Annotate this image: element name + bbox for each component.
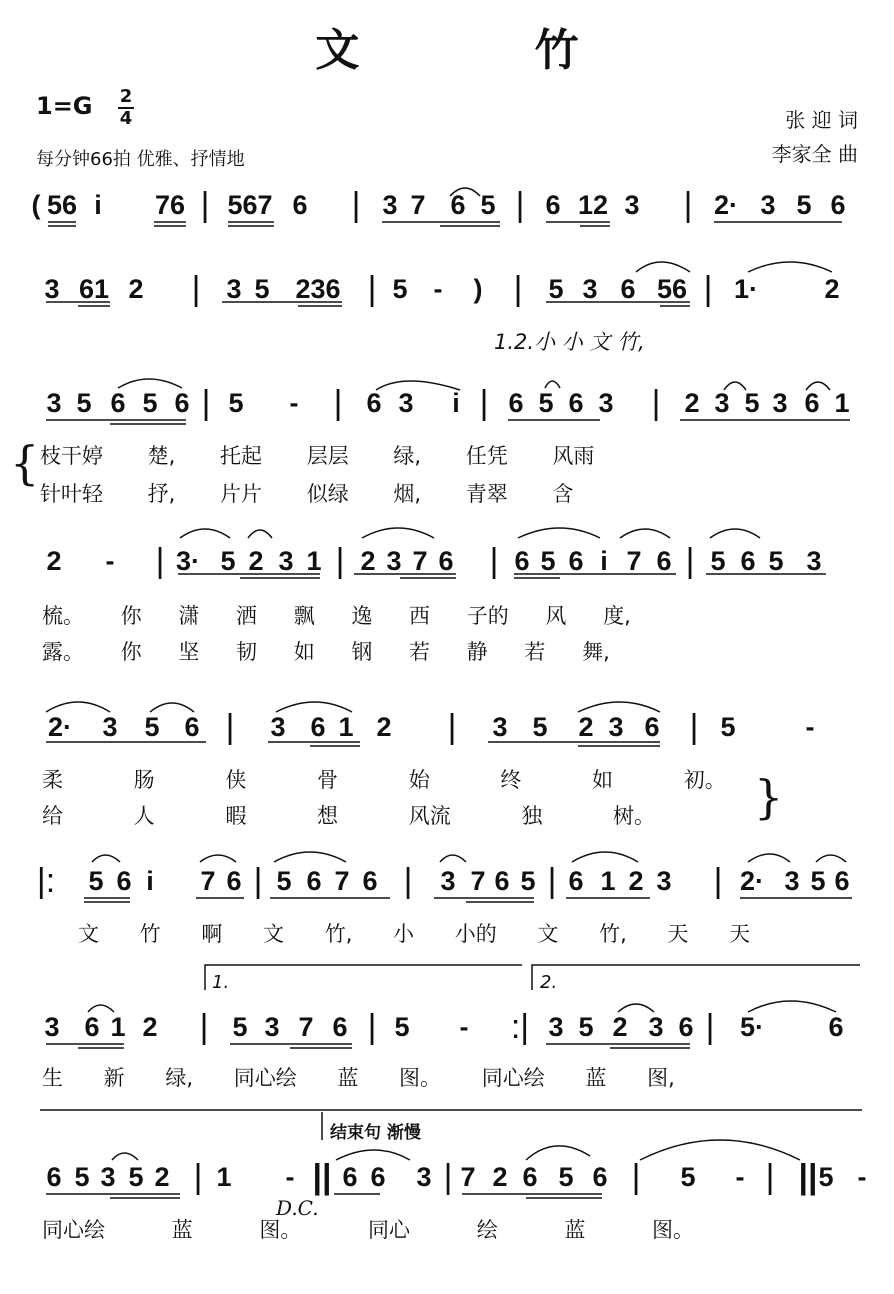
note: 6 — [678, 1012, 694, 1042]
note: 6 — [656, 546, 672, 576]
note: 7 — [412, 546, 428, 576]
note: i — [452, 388, 460, 418]
note: 6 — [370, 1162, 386, 1192]
note: 2 — [154, 1162, 170, 1192]
note: 3 — [714, 388, 730, 418]
note: 5 — [744, 388, 760, 418]
note: 5 — [76, 388, 92, 418]
note: 6 — [568, 546, 584, 576]
barline: | — [335, 542, 345, 580]
note: 2· — [47, 712, 73, 742]
barline: | — [705, 1008, 715, 1046]
note: 5 — [558, 1162, 574, 1192]
verse-brace-right: } — [754, 770, 784, 824]
composer-credit: 李家全 曲 — [771, 142, 858, 166]
note: 6 — [494, 866, 510, 896]
note: 56 — [656, 274, 688, 304]
note: 5 — [548, 274, 564, 304]
barline: | — [191, 270, 201, 308]
note: 56 — [46, 190, 78, 220]
note: 6 — [568, 866, 584, 896]
note: 6 — [46, 1162, 62, 1192]
note: 3 — [760, 190, 776, 220]
note: 6 — [620, 274, 636, 304]
dash-note: - — [735, 1162, 745, 1192]
note: 5 — [128, 1162, 144, 1192]
barline: | — [225, 708, 235, 746]
note: 5 — [394, 1012, 410, 1042]
note: 3 — [44, 274, 60, 304]
note: 6 — [545, 190, 561, 220]
barline: | — [199, 1008, 209, 1046]
note: 5 — [254, 274, 270, 304]
barline: | — [200, 186, 210, 224]
note: 1 — [110, 1012, 126, 1042]
lyric-text: 枝干婷 楚, 托起 层层 绿, 任凭 风雨 — [40, 444, 595, 468]
barline: | — [201, 384, 211, 422]
note: 7 — [200, 866, 216, 896]
note: 2 — [492, 1162, 508, 1192]
note: 6 — [514, 546, 530, 576]
barline: | — [367, 270, 377, 308]
note: 5 — [810, 866, 826, 896]
note: 6 — [226, 866, 242, 896]
note: 5· — [739, 1012, 765, 1042]
lyric-text: 1.2.小 小 文 竹, — [494, 330, 645, 354]
note: 5 — [232, 1012, 248, 1042]
dash-note: - — [805, 712, 815, 742]
barline: | — [685, 542, 695, 580]
note: i — [146, 866, 154, 896]
note: 5 — [392, 274, 408, 304]
note: 3 — [270, 712, 286, 742]
note: i — [94, 190, 102, 220]
note: 5 — [680, 1162, 696, 1192]
note: 2 — [578, 712, 594, 742]
note: 6 — [110, 388, 126, 418]
note: 3 — [440, 866, 456, 896]
note: 6 — [522, 1162, 538, 1192]
note: 6 — [292, 190, 308, 220]
dash-note: - — [105, 546, 115, 576]
note: 5 — [276, 866, 292, 896]
note: 6 — [830, 190, 846, 220]
barline: | — [651, 384, 661, 422]
note: 12 — [577, 190, 609, 220]
note: 567 — [227, 190, 273, 220]
note: 1· — [733, 274, 759, 304]
note: 3 — [100, 1162, 116, 1192]
note: 3 — [398, 388, 414, 418]
barline: || — [312, 1158, 332, 1196]
barline: | — [479, 384, 489, 422]
note: 6 — [116, 866, 132, 896]
note: 6 — [438, 546, 454, 576]
note: 3 — [46, 388, 62, 418]
note: 7 — [334, 866, 350, 896]
lyric-text: 针叶轻 抒, 片片 似绿 烟, 青翠 含 — [40, 482, 574, 506]
key-label: 1=G — [36, 92, 93, 120]
note: 5 — [74, 1162, 90, 1192]
note: 6 — [366, 388, 382, 418]
bracket: ( — [31, 190, 41, 220]
note: 5 — [768, 546, 784, 576]
note: 3 — [386, 546, 402, 576]
barline: | — [631, 1158, 641, 1196]
note: 3 — [772, 388, 788, 418]
note: 1 — [216, 1162, 232, 1192]
note: 5 — [520, 866, 536, 896]
note: 7 — [410, 190, 426, 220]
barline: | — [513, 270, 523, 308]
note: 6 — [310, 712, 326, 742]
note: 6 — [592, 1162, 608, 1192]
song-title: 文 竹 — [315, 25, 659, 76]
note: 6 — [342, 1162, 358, 1192]
note: 7 — [626, 546, 642, 576]
note: 6 — [332, 1012, 348, 1042]
note: 5 — [228, 388, 244, 418]
barline: | — [683, 186, 693, 224]
volta-1-label: 1. — [212, 972, 230, 993]
note: 76 — [154, 190, 186, 220]
dash-note: - — [289, 388, 299, 418]
barline: | — [253, 862, 263, 900]
barline: | — [155, 542, 165, 580]
note: 3· — [175, 546, 201, 576]
note: 6 — [174, 388, 190, 418]
note: 7 — [298, 1012, 314, 1042]
dash-note: - — [857, 1162, 867, 1192]
barline: :| — [510, 1008, 530, 1046]
note: 2 — [824, 274, 840, 304]
note: 3 — [44, 1012, 60, 1042]
note: 3 — [598, 388, 614, 418]
note: 3 — [102, 712, 118, 742]
note: 5 — [532, 712, 548, 742]
lyric-text: 梳。 你 潇 洒 飘 逸 西 子的 风 度, — [42, 604, 631, 628]
note: 6 — [804, 388, 820, 418]
note: 3 — [648, 1012, 664, 1042]
note: 5 — [144, 712, 160, 742]
barline: | — [489, 542, 499, 580]
barline: | — [703, 270, 713, 308]
note: 6 — [450, 190, 466, 220]
note: 3 — [624, 190, 640, 220]
note: 5 — [538, 388, 554, 418]
note: 2 — [142, 1012, 158, 1042]
dc-marking: D.C. — [276, 1196, 319, 1220]
note: 6 — [508, 388, 524, 418]
barline: | — [515, 186, 525, 224]
barline: | — [403, 862, 413, 900]
note: 3 — [226, 274, 242, 304]
barline: | — [689, 708, 699, 746]
note: 5 — [480, 190, 496, 220]
note: 6 — [568, 388, 584, 418]
barline: | — [547, 862, 557, 900]
barline: | — [447, 708, 457, 746]
note: 6 — [740, 546, 756, 576]
note: 5 — [88, 866, 104, 896]
note: 3 — [806, 546, 822, 576]
note: 6 — [834, 866, 850, 896]
lyric-text: 同心绘 蓝 图。 同心 绘 蓝 图。 — [42, 1218, 695, 1242]
note: 6 — [828, 1012, 844, 1042]
dash-note: - — [433, 274, 443, 304]
note: 3 — [582, 274, 598, 304]
barline: | — [765, 1158, 775, 1196]
note: 2 — [612, 1012, 628, 1042]
verse-brace-left: { — [10, 436, 40, 490]
note: 7 — [470, 866, 486, 896]
barline: |: — [36, 862, 56, 900]
barline: | — [443, 1158, 453, 1196]
note: 2· — [713, 190, 739, 220]
bracket: ) — [473, 274, 483, 304]
note: 1 — [600, 866, 616, 896]
barline: | — [351, 186, 361, 224]
barline: | — [367, 1008, 377, 1046]
note: 3 — [382, 190, 398, 220]
note: 5 — [818, 1162, 834, 1192]
lyric-text: 给 人 暇 想 风流 独 树。 — [42, 804, 656, 828]
lyric-text: 露。 你 坚 韧 如 钢 若 静 若 舞, — [42, 640, 610, 664]
note: 3 — [656, 866, 672, 896]
barline: | — [713, 862, 723, 900]
note: 2 — [248, 546, 264, 576]
note: 3 — [264, 1012, 280, 1042]
note: 2 — [684, 388, 700, 418]
note: 1 — [306, 546, 322, 576]
note: 5 — [540, 546, 556, 576]
note: 2 — [628, 866, 644, 896]
note: 3 — [608, 712, 624, 742]
barline: || — [798, 1158, 818, 1196]
note: 5 — [796, 190, 812, 220]
time-sig-top: 2 — [119, 86, 133, 107]
note: 1 — [834, 388, 850, 418]
barline: | — [333, 384, 343, 422]
note: 6 — [84, 1012, 100, 1042]
note: 3 — [548, 1012, 564, 1042]
note: 3 — [784, 866, 800, 896]
note: 6 — [306, 866, 322, 896]
note: 2 — [128, 274, 144, 304]
note: 7 — [460, 1162, 476, 1192]
note: 5 — [578, 1012, 594, 1042]
dash-note: - — [459, 1012, 469, 1042]
lyric-text: 文 竹 啊 文 竹, 小 小的 文 竹, 天 天 — [78, 922, 751, 946]
note: 236 — [295, 274, 341, 304]
note: 6 — [362, 866, 378, 896]
time-sig-bottom: 4 — [119, 108, 133, 129]
lyric-text: 柔 肠 侠 骨 始 终 如 初。 — [42, 768, 726, 792]
note: 5 — [710, 546, 726, 576]
note: 5 — [142, 388, 158, 418]
dash-note: - — [285, 1162, 295, 1192]
note: 3 — [492, 712, 508, 742]
note: i — [600, 546, 608, 576]
tempo-marking: 每分钟66拍 优雅、抒情地 — [36, 149, 245, 170]
barline: | — [193, 1158, 203, 1196]
note: 3 — [416, 1162, 432, 1192]
volta-2-label: 2. — [540, 972, 558, 993]
note: 5 — [220, 546, 236, 576]
note: 6 — [644, 712, 660, 742]
note: 5 — [720, 712, 736, 742]
lyricist-credit: 张 迎 词 — [785, 108, 858, 132]
note: 2 — [360, 546, 376, 576]
note: 2 — [376, 712, 392, 742]
note: 2· — [739, 866, 765, 896]
note: 2 — [46, 546, 62, 576]
ending-marking: 结束句 渐慢 — [330, 1123, 421, 1143]
note: 61 — [78, 274, 110, 304]
note: 1 — [338, 712, 354, 742]
note: 3 — [278, 546, 294, 576]
lyric-text: 生 新 绿, 同心绘 蓝 图。 同心绘 蓝 图, — [42, 1066, 675, 1090]
note: 6 — [184, 712, 200, 742]
